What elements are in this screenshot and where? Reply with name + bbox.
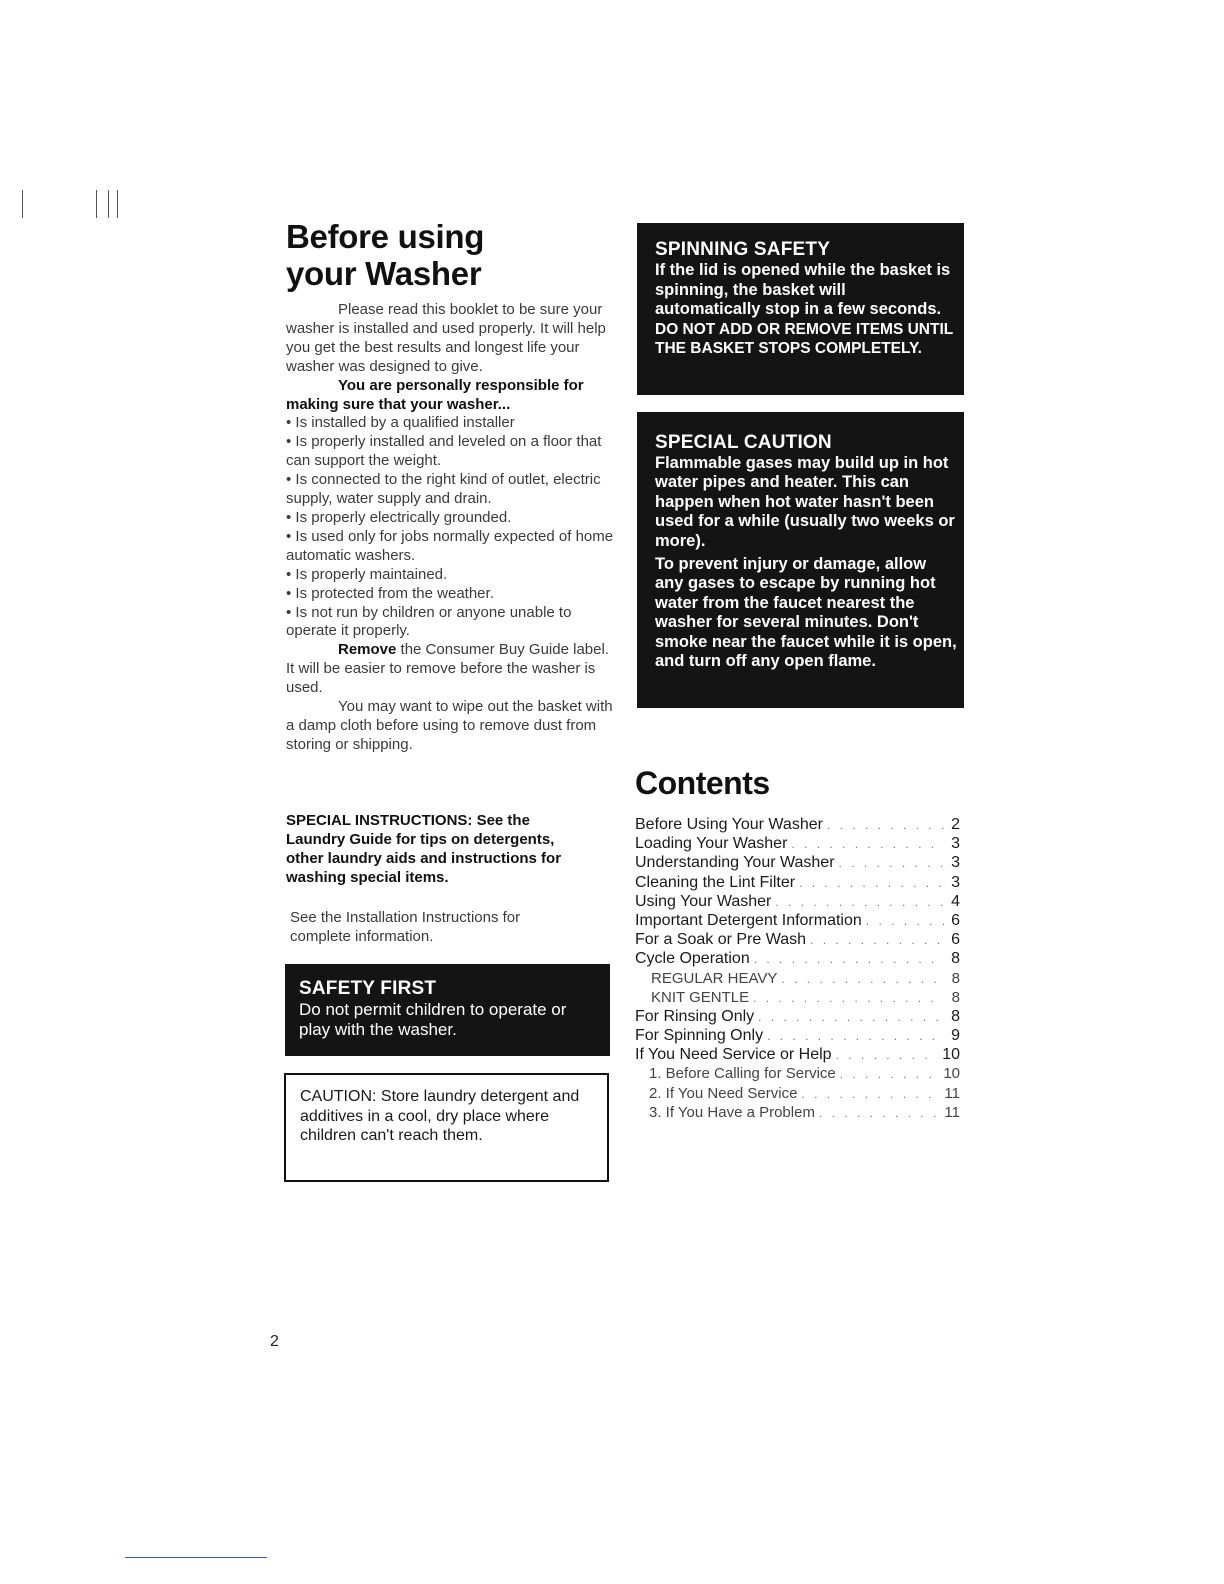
toc-label: REGULAR HEAVY [651, 969, 778, 987]
safety-first-heading: SAFETY FIRST [299, 978, 437, 999]
remove-bold: Remove [338, 641, 397, 659]
title-line-1: Before using [286, 218, 485, 255]
toc-leader [840, 1065, 940, 1084]
toc-page: 4 [951, 892, 960, 910]
special-caution-box [637, 412, 964, 708]
scan-mark [96, 190, 97, 218]
toc-entry [635, 892, 960, 911]
toc-entry [635, 834, 960, 853]
toc-page: 6 [951, 911, 960, 929]
toc-page: 11 [944, 1103, 960, 1121]
toc-label: Understanding Your Washer [635, 854, 835, 872]
title-line-2: your Washer [286, 255, 482, 292]
spinning-safety-heading: SPINNING SAFETY [655, 239, 831, 260]
toc-subentry [635, 1064, 960, 1083]
toc-label: 1. Before Calling for Service [649, 1065, 836, 1083]
toc-page: 10 [942, 1046, 960, 1064]
toc-page: 2 [951, 816, 960, 833]
toc-page: 11 [944, 1084, 960, 1102]
responsible-heading: You are personally responsible for making sure that your washer... [286, 376, 584, 413]
bullet-item: • Is protected from the weather. [286, 585, 616, 604]
table-of-contents [635, 815, 960, 1122]
safety-first-box [285, 964, 610, 1056]
special-caution-para-2: To prevent injury or damage, allow any gases to escape by running hot water from the faucet nearest the washer for several minutes. Don't smoke near the faucet while it is open, and turn off any open flame. [655, 555, 957, 671]
bullet-item: • Is not run by children or anyone unable to operate it properly. [286, 604, 616, 642]
toc-leader [810, 931, 944, 950]
toc-label: For Rinsing Only [635, 1007, 755, 1025]
bullet-item: • Is properly maintained. [286, 566, 616, 585]
toc-label: For Spinning Only [635, 1027, 764, 1045]
toc-leader [758, 1008, 944, 1027]
toc-label: For a Soak or Pre Wash [635, 931, 807, 949]
scan-mark [117, 190, 118, 218]
toc-entry [635, 1007, 960, 1026]
toc-label: 3. If You Have a Problem [649, 1103, 815, 1121]
toc-page: 8 [951, 1007, 960, 1025]
toc-page: 3 [951, 835, 960, 853]
wipe-paragraph: You may want to wipe out the basket with a damp cloth before using to remove dust from storing or shipping. [286, 698, 613, 753]
contents-title: Contents [635, 765, 770, 801]
scan-mark [22, 190, 23, 218]
bullet-item: • Is installed by a qualified installer [286, 414, 616, 433]
installation-note: See the Installation Instructions for complete information. [290, 909, 521, 945]
toc-entry [635, 853, 960, 872]
toc-leader [791, 835, 944, 854]
toc-leader [801, 1085, 940, 1104]
toc-leader [839, 854, 944, 873]
toc-leader [827, 816, 944, 835]
toc-page: 10 [943, 1065, 960, 1083]
special-caution-heading: SPECIAL CAUTION [655, 432, 832, 453]
toc-leader [775, 893, 944, 912]
toc-label: Important Detergent Information [635, 911, 862, 929]
toc-entry [635, 930, 960, 949]
spinning-safety-text [655, 261, 954, 359]
intro-paragraph: Please read this booklet to be sure your washer is installed and used properly. It will help you get the best results and longest life your washer was designed to give. [286, 301, 606, 375]
toc-page: 3 [951, 854, 960, 872]
caution-text: CAUTION: Store laundry detergent and additives in a cool, dry place where children can't reach them. [300, 1088, 580, 1144]
bottom-rule [125, 1557, 267, 1558]
page-title [286, 218, 626, 292]
toc-page: 3 [951, 873, 960, 891]
spinning-safety-body: If the lid is opened while the basket is spinning, the basket will automatically stop in a few seconds. [655, 261, 951, 318]
toc-page: 8 [951, 950, 960, 968]
remove-label-paragraph [286, 641, 616, 698]
toc-entry [635, 1026, 960, 1045]
toc-label: Before Using Your Washer [635, 816, 823, 833]
toc-entry [635, 911, 960, 930]
page-number: 2 [270, 1333, 279, 1350]
toc-entry [635, 815, 960, 834]
toc-page: 9 [951, 1027, 960, 1045]
bullet-item: • Is properly electrically grounded. [286, 509, 616, 528]
scan-mark [108, 190, 109, 218]
toc-label: 2. If You Need Service [649, 1084, 798, 1102]
bullet-item: • Is connected to the right kind of outlet, electric supply, water supply and drain. [286, 471, 616, 509]
special-instructions: SPECIAL INSTRUCTIONS: See the Laundry Guide for tips on detergents, other laundry aids and instructions for washing special items. [286, 812, 562, 886]
toc-label: If You Need Service or Help [635, 1046, 832, 1064]
toc-page: 8 [951, 988, 960, 1006]
toc-page: 8 [951, 969, 960, 987]
spinning-safety-box [637, 223, 964, 395]
toc-label: Cleaning the Lint Filter [635, 873, 796, 891]
toc-leader [754, 950, 944, 969]
safety-first-text: Do not permit children to operate or play with the washer. [299, 1000, 567, 1039]
bullet-item: • Is properly installed and leveled on a floor that can support the weight. [286, 433, 616, 471]
toc-leader [836, 1046, 939, 1065]
toc-entry [635, 949, 960, 968]
toc-label: Using Your Washer [635, 892, 772, 910]
toc-leader [767, 1027, 944, 1046]
toc-leader [781, 970, 944, 989]
toc-entry [635, 1045, 960, 1064]
toc-entry [635, 873, 960, 892]
toc-leader [799, 874, 944, 893]
remove-text: the Consumer Buy Guide label. It will be easier to remove before the washer is used. [286, 641, 609, 697]
toc-subentry [635, 988, 960, 1007]
toc-subentry [635, 1084, 960, 1103]
toc-label: Loading Your Washer [635, 835, 788, 853]
toc-leader [753, 989, 944, 1008]
toc-label: Cycle Operation [635, 950, 750, 968]
bullet-item: • Is used only for jobs normally expected of home automatic washers. [286, 528, 616, 566]
toc-leader [866, 912, 944, 931]
special-caution-para-1: Flammable gases may build up in hot water pipes and heater. This can happen when hot water hasn't been used for a while (usually two weeks or more). [655, 454, 955, 550]
caution-box [284, 1073, 609, 1182]
spinning-safety-warning: DO NOT ADD OR REMOVE ITEMS UNTIL THE BASKET STOPS COMPLETELY. [655, 320, 953, 357]
intro-section [286, 301, 616, 755]
toc-subentry [635, 1103, 960, 1122]
toc-label: KNIT GENTLE [651, 988, 750, 1006]
toc-page: 6 [951, 931, 960, 949]
toc-subentry [635, 969, 960, 988]
toc-leader [819, 1104, 940, 1123]
